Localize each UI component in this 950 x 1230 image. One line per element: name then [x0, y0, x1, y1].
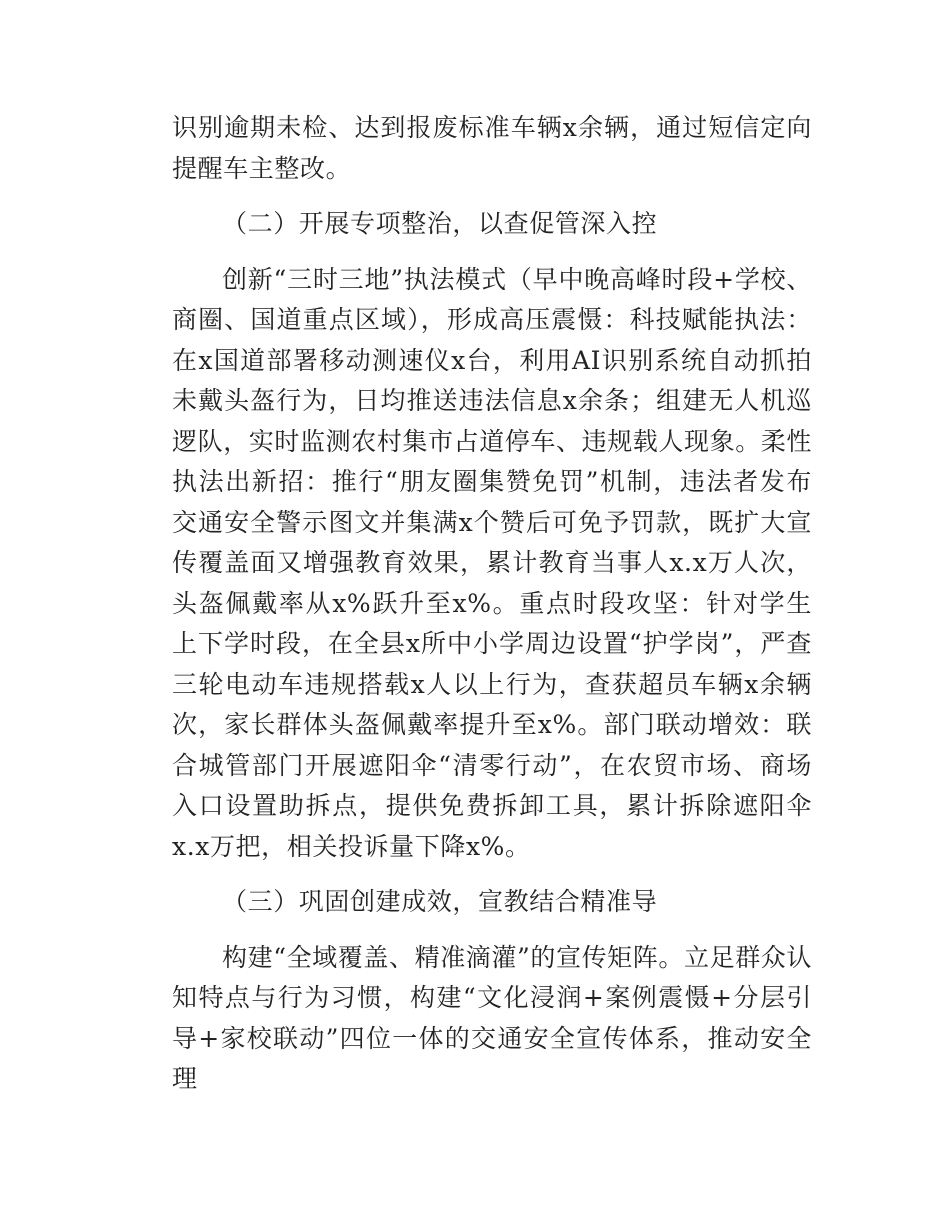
paragraph-enforcement: 创新“三时三地”执法模式（早中晚高峰时段+学校、商圈、国道重点区域），形成高压震慑：科技赋能执法：在x国道部署移动测速仪x台，利用AI识别系统自动抓拍未戴头盔行为，日均推送违法信息x余条；组建无人机巡逻队，实时监测农村集市占道停车、违规载人现象。柔性执法出新招：推行“朋友圈集赞免罚”机制，违法者发布交通安全警示图文并集满x个赞后可免予罚款，既扩大宣传覆盖面又增强教育效果，累计教育当事人x.x万人次，头盔佩戴率从x%跃升至x%。重点时段攻坚：针对学生上下学时段，在全县x所中小学周边设置“护学岗”，严查三轮电动车违规搭载x人以上行为，查获超员车辆x余辆次，家长群体头盔佩戴率提升至x%。部门联动增效：联合城管部门开展遮阳伞“清零行动”，在农贸市场、商场入口设置助拆点，提供免费拆卸工具，累计拆除遮阳伞x.x万把，相关投诉量下降x%。: [172, 264, 813, 861]
section-heading-3: （三）巩固创建成效，宣教结合精准导: [222, 887, 658, 916]
document-body: [172, 108, 812, 1100]
paragraph-publicity: 构建“全域覆盖、精准滴灌”的宣传矩阵。立足群众认知特点与行为习惯，构建“文化浸润+案例震慑+分层引导+家校联动”四位一体的交通安全宣传体系，推动安全理: [172, 942, 812, 1093]
paragraph-continuation: 识别逾期未检、达到报废标准车辆x余辆，通过短信定向提醒车主整改。: [172, 113, 812, 183]
section-heading-2: （二）开展专项整治，以查促管深入控: [222, 209, 658, 238]
